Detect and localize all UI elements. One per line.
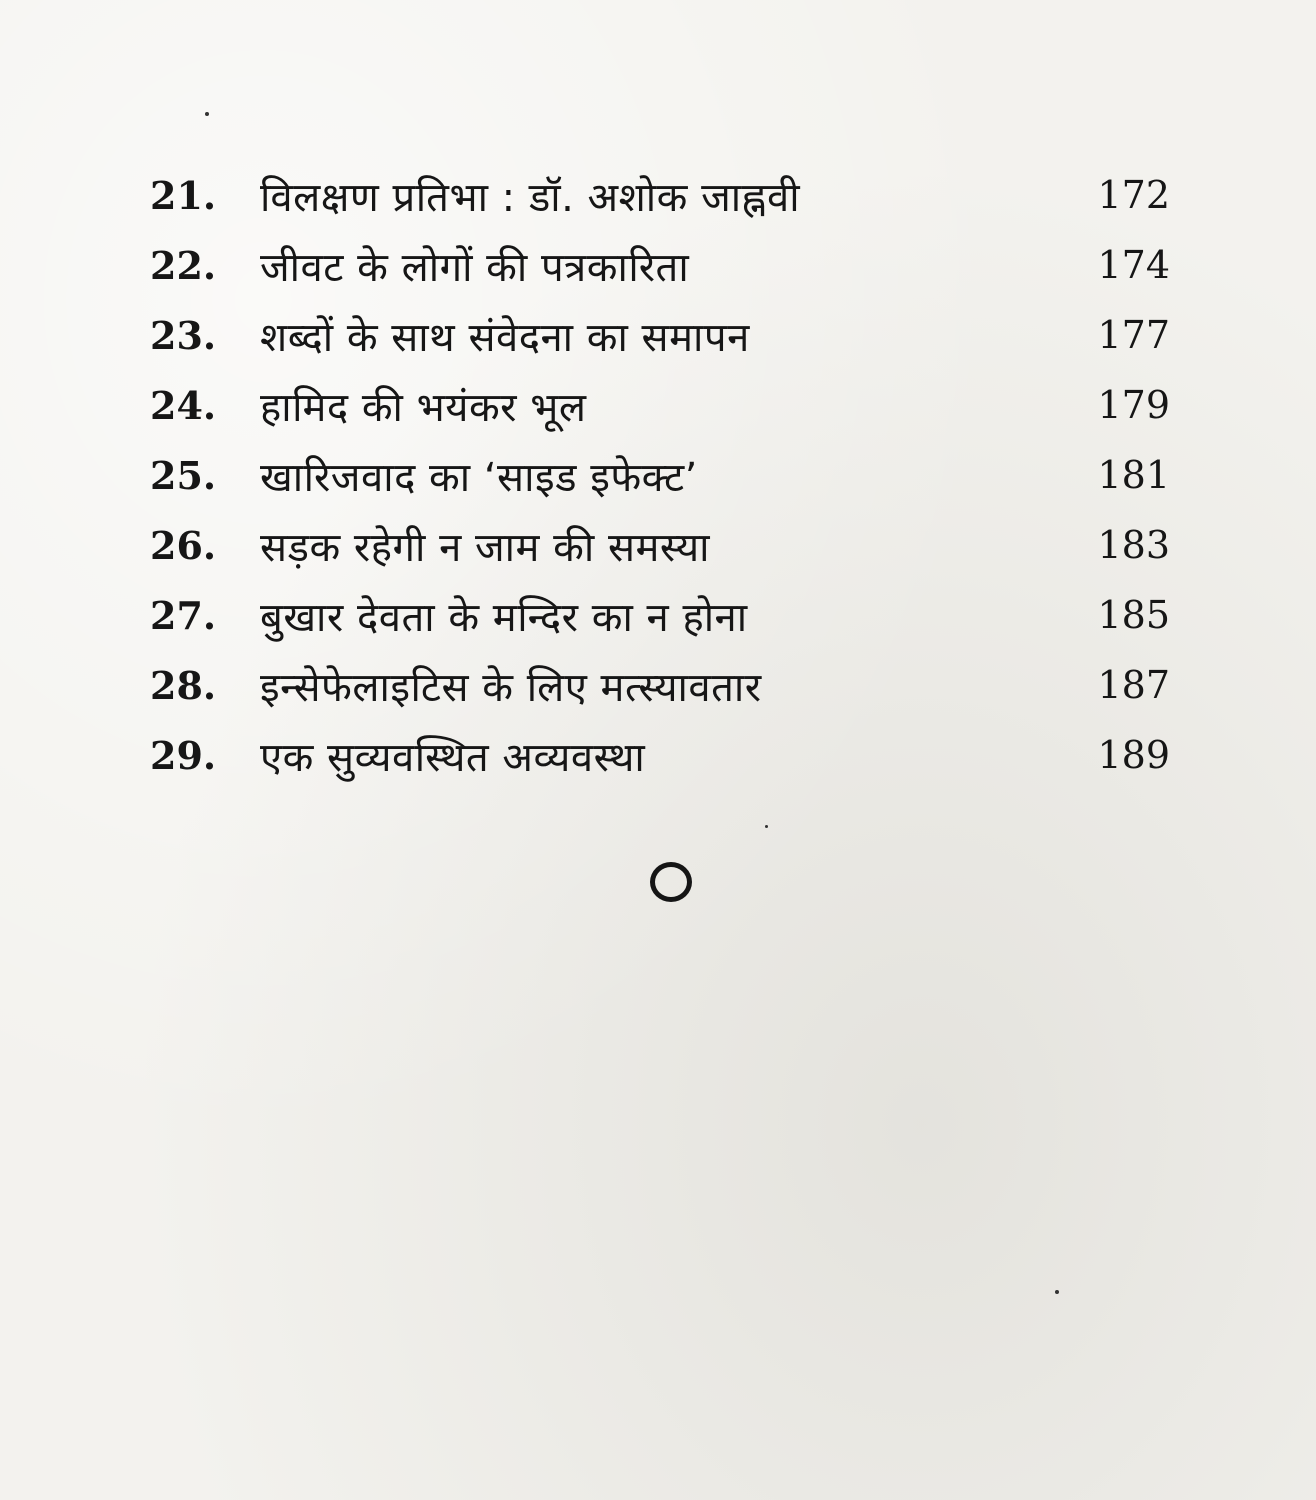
toc-entry-28 — [150, 650, 1170, 720]
toc-entry-23 — [150, 300, 1170, 370]
toc-entry-number: 27. — [150, 592, 217, 638]
paper-speck — [765, 825, 768, 828]
toc-entry-title: जीवट के लोगों की पत्रकारिता — [260, 244, 690, 291]
toc-entry-26 — [150, 510, 1170, 580]
paper-speck — [1055, 1290, 1059, 1294]
toc-entry-25 — [150, 440, 1170, 510]
toc-entry-number: 25. — [150, 452, 217, 498]
toc-entry-page: 185 — [1097, 593, 1170, 637]
toc-entry-title: बुखार देवता के मन्दिर का न होना — [260, 594, 748, 641]
toc-entry-number: 24. — [150, 382, 217, 428]
toc-entry-page: 174 — [1097, 243, 1170, 287]
table-of-contents — [150, 160, 1170, 790]
toc-entry-page: 187 — [1097, 663, 1170, 707]
toc-entry-title: शब्दों के साथ संवेदना का समापन — [260, 314, 750, 361]
toc-entry-page: 189 — [1097, 733, 1170, 777]
toc-entry-number: 26. — [150, 522, 217, 568]
toc-entry-title: खारिजवाद का ‘साइड इफेक्ट’ — [260, 454, 698, 501]
toc-entry-number: 22. — [150, 242, 217, 288]
toc-entry-number: 29. — [150, 732, 217, 778]
toc-entry-24 — [150, 370, 1170, 440]
toc-entry-page: 172 — [1097, 173, 1170, 217]
toc-entry-number: 21. — [150, 172, 217, 218]
toc-entry-27 — [150, 580, 1170, 650]
toc-entry-21 — [150, 160, 1170, 230]
toc-entry-title: सड़क रहेगी न जाम की समस्या — [260, 524, 711, 571]
circle-end-mark-icon — [650, 862, 692, 902]
paper-speck — [205, 112, 209, 116]
toc-entry-page: 181 — [1097, 453, 1170, 497]
toc-entry-title: एक सुव्यवस्थित अव्यवस्था — [260, 734, 646, 781]
toc-entry-title: विलक्षण प्रतिभा : डॉ. अशोक जाह्नवी — [260, 174, 801, 221]
toc-entry-page: 183 — [1097, 523, 1170, 567]
toc-entry-page: 179 — [1097, 383, 1170, 427]
toc-entry-number: 28. — [150, 662, 217, 708]
toc-entry-page: 177 — [1097, 313, 1170, 357]
toc-entry-29 — [150, 720, 1170, 790]
toc-entry-number: 23. — [150, 312, 217, 358]
toc-entry-22 — [150, 230, 1170, 300]
toc-entry-title: हामिद की भयंकर भूल — [260, 384, 587, 431]
toc-entry-title: इन्सेफेलाइटिस के लिए मत्स्यावतार — [260, 664, 762, 711]
